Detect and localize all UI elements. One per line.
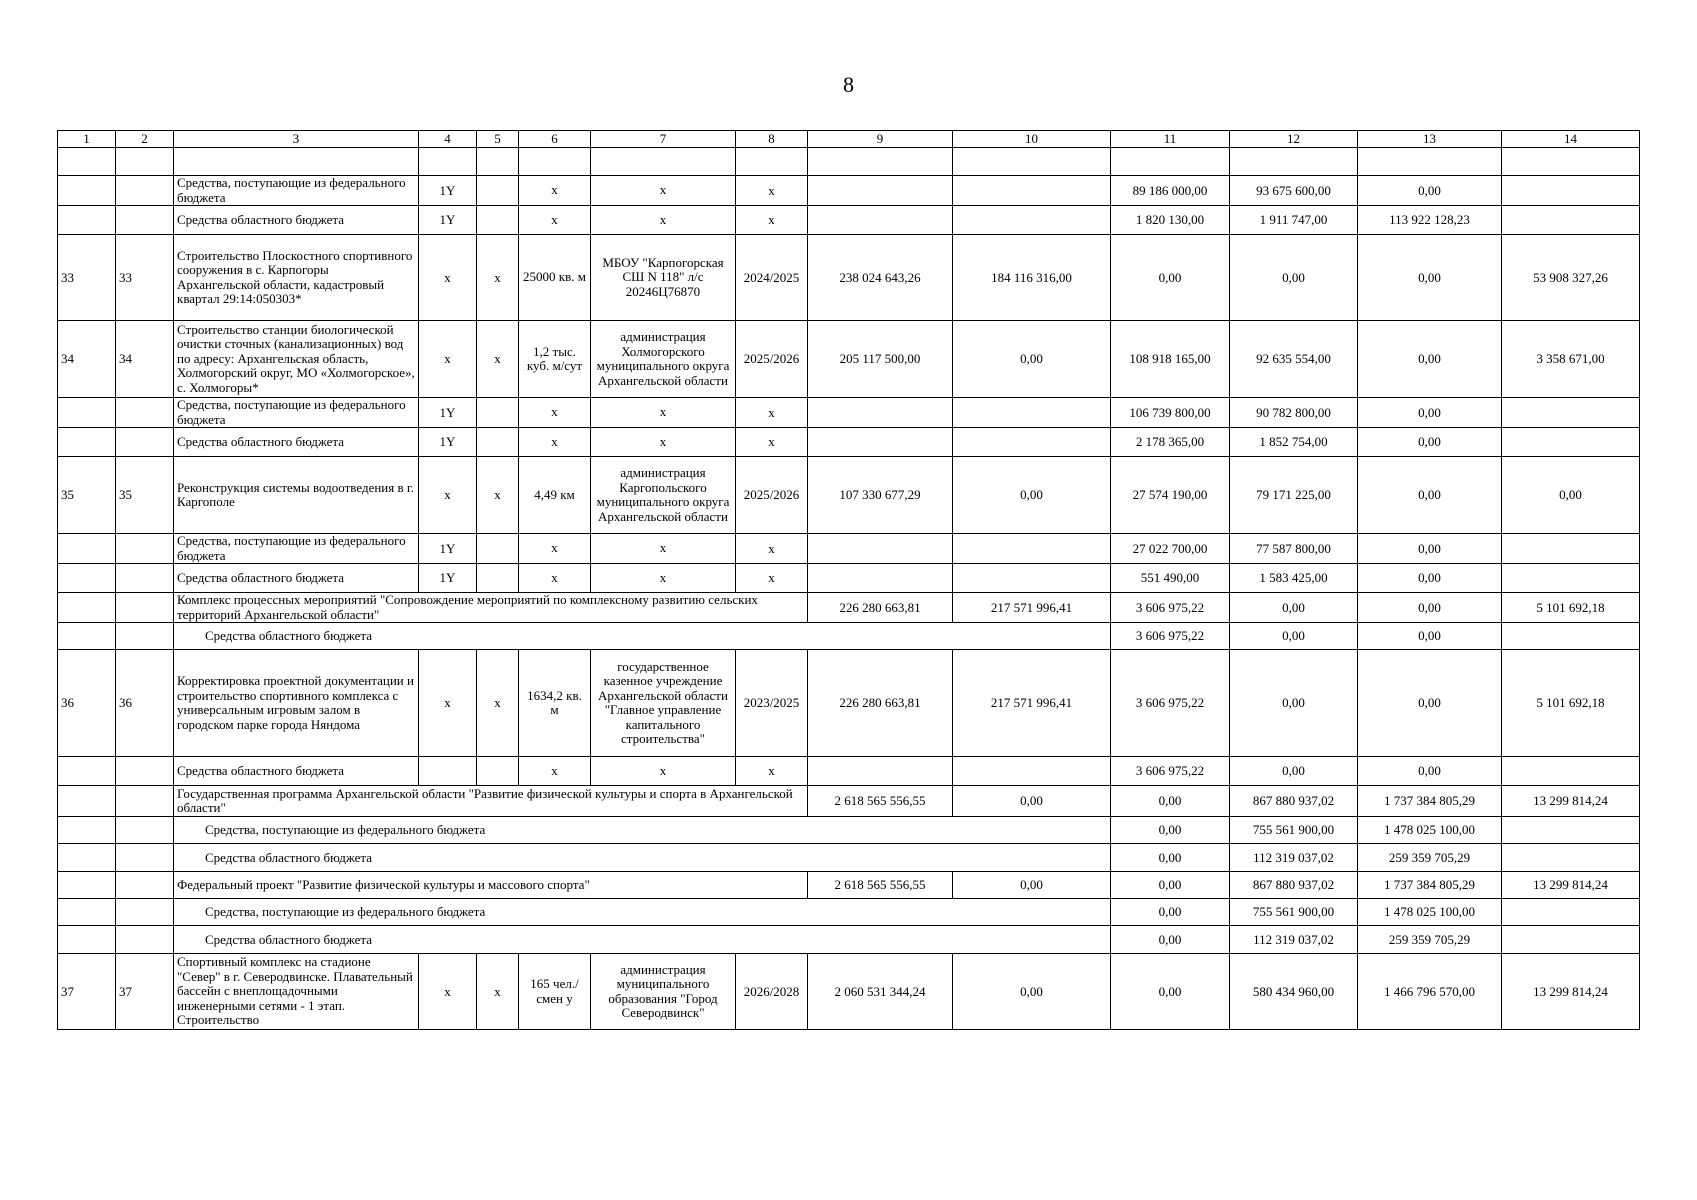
row-number-cell bbox=[58, 534, 116, 564]
table-cell bbox=[116, 593, 174, 623]
table-cell: 0,00 bbox=[1358, 757, 1502, 786]
table-cell bbox=[58, 872, 116, 899]
section-source-cell: Средства областного бюджета bbox=[174, 844, 1111, 872]
table-cell: х bbox=[591, 428, 736, 457]
table-cell bbox=[808, 757, 953, 786]
row-number-cell: 36 bbox=[116, 650, 174, 757]
table-cell bbox=[1111, 148, 1230, 176]
table-cell: 1Y bbox=[419, 206, 477, 235]
table-cell bbox=[477, 176, 519, 206]
table-row bbox=[58, 176, 1640, 206]
column-header: 11 bbox=[1111, 131, 1230, 148]
table-cell: 238 024 643,26 bbox=[808, 235, 953, 321]
table-cell: 2023/2025 bbox=[736, 650, 808, 757]
table-cell: х bbox=[736, 757, 808, 786]
table-cell: 2026/2028 bbox=[736, 954, 808, 1030]
table-cell bbox=[419, 757, 477, 786]
table-cell: государственное казенное учреждение Архангельской области "Главное управление капитального строительства" bbox=[591, 650, 736, 757]
table-cell bbox=[58, 817, 116, 844]
table-cell: 867 880 937,02 bbox=[1230, 872, 1358, 899]
section-title-cell: Федеральный проект "Развитие физической культуры и массового спорта" bbox=[174, 872, 808, 899]
table-cell: 2024/2025 bbox=[736, 235, 808, 321]
table-cell: 184 116 316,00 bbox=[953, 235, 1111, 321]
table-cell: 1Y bbox=[419, 398, 477, 428]
row-number-cell bbox=[116, 206, 174, 235]
row-number-cell bbox=[116, 757, 174, 786]
table-cell: 89 186 000,00 bbox=[1111, 176, 1230, 206]
section-title-cell: Государственная программа Архангельской области "Развитие физической культуры и спорта в Архангельской области" bbox=[174, 786, 808, 817]
table-cell: 0,00 bbox=[1111, 872, 1230, 899]
table-cell: администрация Каргопольского муниципального округа Архангельской области bbox=[591, 457, 736, 534]
table-cell: 0,00 bbox=[953, 872, 1111, 899]
table-cell: х bbox=[736, 398, 808, 428]
table-cell bbox=[953, 534, 1111, 564]
table-cell: 112 319 037,02 bbox=[1230, 926, 1358, 954]
table-cell bbox=[116, 872, 174, 899]
table-cell: 93 675 600,00 bbox=[1230, 176, 1358, 206]
table-cell bbox=[953, 428, 1111, 457]
table-cell: х bbox=[477, 650, 519, 757]
table-cell bbox=[953, 398, 1111, 428]
table-cell: 1 852 754,00 bbox=[1230, 428, 1358, 457]
table-cell: х bbox=[519, 206, 591, 235]
table-cell: 0,00 bbox=[1111, 786, 1230, 817]
table-cell: х bbox=[477, 457, 519, 534]
table-cell: 755 561 900,00 bbox=[1230, 817, 1358, 844]
table-cell bbox=[591, 148, 736, 176]
table-row bbox=[58, 623, 1640, 650]
table-cell bbox=[1502, 623, 1640, 650]
column-header: 3 bbox=[174, 131, 419, 148]
table-row bbox=[58, 872, 1640, 899]
column-header: 2 bbox=[116, 131, 174, 148]
section-title-cell: Комплекс процессных мероприятий "Сопровождение мероприятий по комплексному развитию сельских территорий Архангельской области" bbox=[174, 593, 808, 623]
table-cell: 3 358 671,00 bbox=[1502, 321, 1640, 398]
table-cell: МБОУ "Карпогорская СШ N 118" л/с 20246Ц76870 bbox=[591, 235, 736, 321]
budget-table bbox=[57, 130, 1640, 1030]
table-cell: х bbox=[519, 176, 591, 206]
row-name-cell: Спортивный комплекс на стадионе "Север" в г. Северодвинске. Плавательный бассейн с внеплощадочными инженерными сетями - 1 этап. Строительство bbox=[174, 954, 419, 1030]
table-cell: 53 908 327,26 bbox=[1502, 235, 1640, 321]
table-cell bbox=[1502, 844, 1640, 872]
table-cell: 0,00 bbox=[1358, 564, 1502, 593]
table-cell bbox=[953, 148, 1111, 176]
table-cell bbox=[808, 206, 953, 235]
table-cell: 0,00 bbox=[1111, 844, 1230, 872]
table-cell: 2 618 565 556,55 bbox=[808, 872, 953, 899]
table-cell: 0,00 bbox=[1230, 593, 1358, 623]
table-cell bbox=[1502, 817, 1640, 844]
column-header: 10 bbox=[953, 131, 1111, 148]
table-cell bbox=[116, 148, 174, 176]
table-cell: х bbox=[591, 206, 736, 235]
table-cell: 217 571 996,41 bbox=[953, 650, 1111, 757]
row-number-cell: 37 bbox=[58, 954, 116, 1030]
table-cell: 0,00 bbox=[1358, 235, 1502, 321]
table-cell: 13 299 814,24 bbox=[1502, 872, 1640, 899]
table-cell: 551 490,00 bbox=[1111, 564, 1230, 593]
table-cell bbox=[953, 206, 1111, 235]
row-number-cell: 34 bbox=[58, 321, 116, 398]
table-cell: 13 299 814,24 bbox=[1502, 786, 1640, 817]
table-cell: 1Y bbox=[419, 176, 477, 206]
row-number-cell: 33 bbox=[116, 235, 174, 321]
row-name-cell: Средства, поступающие из федерального бюджета bbox=[174, 398, 419, 428]
row-number-cell: 37 bbox=[116, 954, 174, 1030]
table-cell: 1 478 025 100,00 bbox=[1358, 817, 1502, 844]
column-header: 4 bbox=[419, 131, 477, 148]
table-cell bbox=[477, 398, 519, 428]
table-cell: 1 737 384 805,29 bbox=[1358, 872, 1502, 899]
table-cell: х bbox=[591, 564, 736, 593]
table-cell: х bbox=[477, 321, 519, 398]
table-cell: администрация муниципального образования "Город Северодвинск" bbox=[591, 954, 736, 1030]
row-name-cell: Средства областного бюджета bbox=[174, 757, 419, 786]
table-cell bbox=[477, 148, 519, 176]
table-cell: 2 178 365,00 bbox=[1111, 428, 1230, 457]
table-cell bbox=[736, 148, 808, 176]
table-cell: 217 571 996,41 bbox=[953, 593, 1111, 623]
table-cell: 0,00 bbox=[1111, 954, 1230, 1030]
row-number-cell: 33 bbox=[58, 235, 116, 321]
table-row bbox=[58, 757, 1640, 786]
section-source-cell: Средства, поступающие из федерального бюджета bbox=[174, 817, 1111, 844]
column-header: 9 bbox=[808, 131, 953, 148]
table-cell bbox=[519, 148, 591, 176]
table-cell: 92 635 554,00 bbox=[1230, 321, 1358, 398]
table-cell: 0,00 bbox=[1358, 398, 1502, 428]
table-cell bbox=[477, 564, 519, 593]
table-cell bbox=[116, 899, 174, 926]
table-cell: 755 561 900,00 bbox=[1230, 899, 1358, 926]
table-cell: 226 280 663,81 bbox=[808, 650, 953, 757]
table-cell bbox=[116, 844, 174, 872]
table-cell: 107 330 677,29 bbox=[808, 457, 953, 534]
table-cell: 3 606 975,22 bbox=[1111, 650, 1230, 757]
table-cell: 205 117 500,00 bbox=[808, 321, 953, 398]
column-header: 8 bbox=[736, 131, 808, 148]
table-row bbox=[58, 148, 1640, 176]
table-cell: х bbox=[419, 235, 477, 321]
table-cell: х bbox=[477, 954, 519, 1030]
table-row bbox=[58, 235, 1640, 321]
table-cell: х bbox=[736, 534, 808, 564]
table-cell: х bbox=[419, 321, 477, 398]
table-cell bbox=[58, 844, 116, 872]
table-cell bbox=[808, 398, 953, 428]
table-row bbox=[58, 564, 1640, 593]
table-cell bbox=[1502, 757, 1640, 786]
page-number: 8 bbox=[843, 72, 854, 97]
row-name-cell: Строительство станции биологической очистки сточных (канализационных) вод по адресу: Архангельская область, Холмогорский округ, МО «Холмогорское», с. Холмогоры* bbox=[174, 321, 419, 398]
column-header: 5 bbox=[477, 131, 519, 148]
row-number-cell bbox=[58, 206, 116, 235]
table-cell bbox=[1502, 176, 1640, 206]
table-cell: 580 434 960,00 bbox=[1230, 954, 1358, 1030]
table-cell bbox=[58, 593, 116, 623]
section-source-cell: Средства, поступающие из федерального бюджета bbox=[174, 899, 1111, 926]
row-name-cell: Строительство Плоскостного спортивного сооружения в с. Карпогоры Архангельской области, кадастровый квартал 29:14:050303* bbox=[174, 235, 419, 321]
table-cell: 108 918 165,00 bbox=[1111, 321, 1230, 398]
table-cell bbox=[58, 899, 116, 926]
table-cell: 0,00 bbox=[953, 321, 1111, 398]
table-cell bbox=[1502, 148, 1640, 176]
section-source-cell: Средства областного бюджета bbox=[174, 926, 1111, 954]
table-cell: администрация Холмогорского муниципального округа Архангельской области bbox=[591, 321, 736, 398]
column-header: 14 bbox=[1502, 131, 1640, 148]
table-cell: 106 739 800,00 bbox=[1111, 398, 1230, 428]
table-cell: 2025/2026 bbox=[736, 457, 808, 534]
table-cell: 79 171 225,00 bbox=[1230, 457, 1358, 534]
table-cell: 27 574 190,00 bbox=[1111, 457, 1230, 534]
table-cell: 0,00 bbox=[1230, 650, 1358, 757]
table-cell bbox=[1502, 206, 1640, 235]
table-cell: 1 911 747,00 bbox=[1230, 206, 1358, 235]
table-cell: 5 101 692,18 bbox=[1502, 593, 1640, 623]
table-cell: 259 359 705,29 bbox=[1358, 844, 1502, 872]
table-cell: 1 820 130,00 bbox=[1111, 206, 1230, 235]
table-cell: 1Y bbox=[419, 428, 477, 457]
table-cell: 1 466 796 570,00 bbox=[1358, 954, 1502, 1030]
table-cell bbox=[1502, 899, 1640, 926]
table-cell: х bbox=[591, 757, 736, 786]
table-cell bbox=[808, 148, 953, 176]
table-cell: 1Y bbox=[419, 534, 477, 564]
table-cell bbox=[174, 148, 419, 176]
table-cell: х bbox=[519, 398, 591, 428]
row-number-cell: 36 bbox=[58, 650, 116, 757]
table-cell: х bbox=[736, 176, 808, 206]
table-cell: 1 478 025 100,00 bbox=[1358, 899, 1502, 926]
table-cell: 0,00 bbox=[1358, 534, 1502, 564]
row-name-cell: Средства, поступающие из федерального бюджета bbox=[174, 176, 419, 206]
table-cell: 0,00 bbox=[1358, 650, 1502, 757]
table-cell bbox=[58, 623, 116, 650]
table-row bbox=[58, 428, 1640, 457]
table-cell bbox=[477, 428, 519, 457]
table-cell bbox=[58, 786, 116, 817]
row-number-cell: 35 bbox=[116, 457, 174, 534]
table-cell bbox=[1502, 564, 1640, 593]
row-number-cell: 34 bbox=[116, 321, 174, 398]
table-cell bbox=[953, 564, 1111, 593]
table-cell: 0,00 bbox=[953, 786, 1111, 817]
column-header: 1 bbox=[58, 131, 116, 148]
table-row bbox=[58, 206, 1640, 235]
table-cell: х bbox=[519, 564, 591, 593]
table-row bbox=[58, 817, 1640, 844]
table-cell bbox=[1502, 398, 1640, 428]
table-row bbox=[58, 926, 1640, 954]
table-cell: 259 359 705,29 bbox=[1358, 926, 1502, 954]
column-number-row bbox=[58, 131, 1640, 148]
table-cell: 0,00 bbox=[1230, 235, 1358, 321]
table-cell: 2 618 565 556,55 bbox=[808, 786, 953, 817]
row-number-cell bbox=[116, 176, 174, 206]
table-cell: 3 606 975,22 bbox=[1111, 757, 1230, 786]
table-row bbox=[58, 650, 1640, 757]
table-cell bbox=[808, 428, 953, 457]
table-row bbox=[58, 457, 1640, 534]
table-row bbox=[58, 954, 1640, 1030]
table-cell bbox=[58, 926, 116, 954]
table-cell bbox=[953, 757, 1111, 786]
table-row bbox=[58, 321, 1640, 398]
table-cell bbox=[1502, 428, 1640, 457]
table-cell: 2 060 531 344,24 bbox=[808, 954, 953, 1030]
row-name-cell: Средства областного бюджета bbox=[174, 428, 419, 457]
table-cell: 112 319 037,02 bbox=[1230, 844, 1358, 872]
table-cell: 1 737 384 805,29 bbox=[1358, 786, 1502, 817]
table-cell: 0,00 bbox=[1358, 321, 1502, 398]
table-cell: 0,00 bbox=[1230, 623, 1358, 650]
table-body bbox=[58, 148, 1640, 1030]
table-cell: 0,00 bbox=[1111, 926, 1230, 954]
table-cell: 13 299 814,24 bbox=[1502, 954, 1640, 1030]
table-cell: 0,00 bbox=[1358, 457, 1502, 534]
row-name-cell: Реконструкция системы водоотведения в г. Каргополе bbox=[174, 457, 419, 534]
table-cell: 1Y bbox=[419, 564, 477, 593]
table-cell: 2025/2026 bbox=[736, 321, 808, 398]
table-cell bbox=[116, 817, 174, 844]
table-cell bbox=[1502, 534, 1640, 564]
table-cell: 0,00 bbox=[1111, 817, 1230, 844]
table-row bbox=[58, 593, 1640, 623]
table-cell bbox=[116, 623, 174, 650]
table-row bbox=[58, 534, 1640, 564]
table-cell: х bbox=[736, 206, 808, 235]
table-cell: 867 880 937,02 bbox=[1230, 786, 1358, 817]
row-number-cell bbox=[58, 564, 116, 593]
row-number-cell bbox=[58, 398, 116, 428]
table-cell: х bbox=[419, 457, 477, 534]
row-number-cell bbox=[58, 176, 116, 206]
table-cell: 0,00 bbox=[953, 954, 1111, 1030]
table-cell: 0,00 bbox=[1111, 235, 1230, 321]
row-name-cell: Корректировка проектной документации и строительство спортивного комплекса с универсальным игровым залом в городском парке города Няндома bbox=[174, 650, 419, 757]
table-cell: х bbox=[519, 428, 591, 457]
table-cell bbox=[477, 757, 519, 786]
table-cell: х bbox=[519, 757, 591, 786]
table-cell: 25000 кв. м bbox=[519, 235, 591, 321]
table-cell: 226 280 663,81 bbox=[808, 593, 953, 623]
table-row bbox=[58, 844, 1640, 872]
table-cell: х bbox=[519, 534, 591, 564]
table-cell bbox=[1358, 148, 1502, 176]
table-cell bbox=[419, 148, 477, 176]
table-cell: 1 583 425,00 bbox=[1230, 564, 1358, 593]
row-number-cell bbox=[58, 428, 116, 457]
table-cell: х bbox=[477, 235, 519, 321]
table-cell: 27 022 700,00 bbox=[1111, 534, 1230, 564]
table-cell bbox=[477, 534, 519, 564]
table-cell: х bbox=[591, 534, 736, 564]
section-source-cell: Средства областного бюджета bbox=[174, 623, 1111, 650]
table-cell: 5 101 692,18 bbox=[1502, 650, 1640, 757]
table-cell: 0,00 bbox=[1111, 899, 1230, 926]
row-number-cell bbox=[116, 564, 174, 593]
table-cell: 4,49 км bbox=[519, 457, 591, 534]
table-row bbox=[58, 786, 1640, 817]
row-number-cell bbox=[116, 428, 174, 457]
row-name-cell: Средства, поступающие из федерального бюджета bbox=[174, 534, 419, 564]
row-name-cell: Средства областного бюджета bbox=[174, 564, 419, 593]
row-number-cell: 35 bbox=[58, 457, 116, 534]
column-header: 7 bbox=[591, 131, 736, 148]
row-number-cell bbox=[116, 398, 174, 428]
table-cell: х bbox=[419, 954, 477, 1030]
table-cell: 0,00 bbox=[1358, 428, 1502, 457]
table-cell: 113 922 128,23 bbox=[1358, 206, 1502, 235]
table-cell: 1634,2 кв. м bbox=[519, 650, 591, 757]
table-cell bbox=[116, 926, 174, 954]
table-cell: х bbox=[591, 398, 736, 428]
row-number-cell bbox=[58, 757, 116, 786]
table-cell: 3 606 975,22 bbox=[1111, 593, 1230, 623]
table-cell: 3 606 975,22 bbox=[1111, 623, 1230, 650]
column-header: 12 bbox=[1230, 131, 1358, 148]
column-header: 13 bbox=[1358, 131, 1502, 148]
column-header: 6 bbox=[519, 131, 591, 148]
table-cell bbox=[953, 176, 1111, 206]
table-cell: х bbox=[736, 428, 808, 457]
table-cell bbox=[808, 534, 953, 564]
table-cell: 1,2 тыс. куб. м/сут bbox=[519, 321, 591, 398]
table-cell: 0,00 bbox=[953, 457, 1111, 534]
table-cell: 0,00 bbox=[1358, 176, 1502, 206]
table-cell bbox=[116, 786, 174, 817]
table-row bbox=[58, 398, 1640, 428]
table-cell bbox=[808, 176, 953, 206]
table-cell bbox=[1502, 926, 1640, 954]
table-cell: х bbox=[419, 650, 477, 757]
table-cell bbox=[477, 206, 519, 235]
table-cell: 0,00 bbox=[1358, 593, 1502, 623]
table-cell: х bbox=[591, 176, 736, 206]
table-cell: 90 782 800,00 bbox=[1230, 398, 1358, 428]
table-cell: 0,00 bbox=[1230, 757, 1358, 786]
table-cell: 0,00 bbox=[1502, 457, 1640, 534]
table-cell bbox=[58, 148, 116, 176]
table-row bbox=[58, 899, 1640, 926]
table-cell bbox=[1230, 148, 1358, 176]
row-name-cell: Средства областного бюджета bbox=[174, 206, 419, 235]
table-cell bbox=[808, 564, 953, 593]
table-cell: 0,00 bbox=[1358, 623, 1502, 650]
table-cell: 77 587 800,00 bbox=[1230, 534, 1358, 564]
table-cell: х bbox=[736, 564, 808, 593]
row-number-cell bbox=[116, 534, 174, 564]
table-cell: 165 чел./смен у bbox=[519, 954, 591, 1030]
